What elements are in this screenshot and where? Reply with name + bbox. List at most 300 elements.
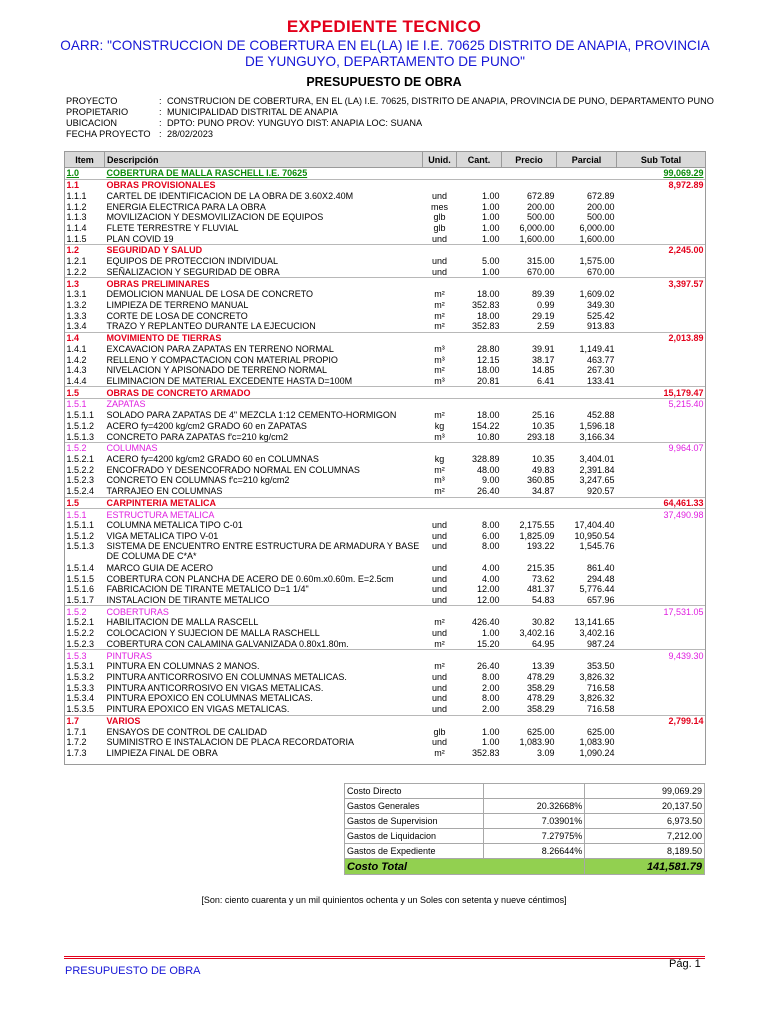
item-partial: 13,141.65	[574, 617, 615, 628]
item-unit: und	[431, 266, 448, 277]
item-price: 0.99	[536, 299, 555, 310]
item-subtotal	[617, 682, 706, 693]
item-quantity: 328.89	[471, 454, 500, 465]
item-code: 1.5.1.6	[66, 584, 95, 595]
item-code: 1.5.1.2	[66, 531, 95, 542]
item-partial: 1,575.00	[579, 256, 615, 267]
column-header-unit: Unid.	[423, 152, 457, 168]
item-description: PINTURA ANTICORROSIVO EN COLUMNAS METALICAS.	[106, 671, 347, 682]
item-subtotal	[617, 256, 706, 267]
item-description: PINTURA ANTICORROSIVO EN VIGAS METALICAS.	[106, 682, 324, 693]
item-unit	[423, 168, 457, 180]
item-price: 34.87	[531, 486, 555, 497]
item-description: CARTEL DE IDENTIFICACION DE LA OBRA DE 3.60X2.40M	[106, 190, 354, 201]
item-unit	[423, 278, 457, 289]
item-quantity: 1.00	[481, 233, 500, 244]
item-description: ENCOFRADO Y DESENCOFRADO NORMAL EN COLUMNAS	[106, 464, 360, 475]
item-description: VIGA METALICA TIPO V-01	[106, 531, 219, 542]
item-quantity: 5.00	[481, 256, 500, 267]
item-code: 1.4.3	[66, 365, 87, 376]
item-unit: mes	[430, 201, 448, 212]
summary-label: Gastos de Liquidacion	[345, 829, 484, 844]
table-group-row	[65, 442, 706, 453]
table-row	[65, 704, 706, 715]
item-quantity: 18.00	[476, 410, 500, 421]
table-group-row	[65, 509, 706, 520]
item-partial	[557, 497, 617, 509]
item-quantity	[457, 606, 502, 617]
table-row	[65, 321, 706, 332]
item-quantity: 8.00	[481, 520, 500, 531]
item-quantity: 10.80	[476, 431, 500, 442]
section-title: PRESUPUESTO DE OBRA	[306, 75, 462, 89]
item-code: 1.5.2	[65, 606, 105, 617]
item-quantity	[457, 168, 502, 180]
table-row	[65, 431, 706, 442]
item-price: 6.41	[536, 376, 555, 387]
item-subtotal	[617, 233, 706, 244]
table-row	[65, 300, 706, 311]
item-subtotal	[617, 266, 706, 277]
item-subtotal: 99,069.29	[617, 168, 706, 180]
item-description: SEÑALIZACION Y SEGURIDAD DE OBRA	[106, 266, 280, 277]
item-description: SEGURIDAD Y SALUD	[105, 245, 423, 256]
item-price	[502, 278, 557, 289]
item-subtotal	[617, 376, 706, 387]
item-subtotal: 9,439.30	[617, 650, 706, 661]
item-subtotal: 64,461.33	[617, 497, 706, 509]
item-unit	[423, 606, 457, 617]
item-code: 1.5.3.5	[66, 704, 95, 715]
item-quantity: 12.00	[476, 584, 500, 595]
item-code: 1.2	[65, 245, 105, 256]
item-subtotal	[617, 321, 706, 332]
item-description: CORTE DE LOSA DE CONCRETO	[106, 310, 248, 321]
item-subtotal	[617, 628, 706, 639]
item-partial: 3,826.32	[579, 671, 615, 682]
item-subtotal: 37,490.98	[617, 509, 706, 520]
item-partial: 133.41	[586, 376, 615, 387]
item-unit	[423, 245, 457, 256]
table-row	[65, 354, 706, 365]
table-row	[65, 595, 706, 606]
item-subtotal	[617, 344, 706, 355]
item-unit: und	[431, 562, 448, 573]
item-partial: 349.30	[586, 299, 615, 310]
item-description: PLAN COVID 19	[106, 233, 174, 244]
table-group-row	[65, 650, 706, 661]
item-unit: m²	[434, 310, 445, 321]
item-subtotal	[617, 693, 706, 704]
item-price	[502, 168, 557, 180]
item-partial: 657.96	[586, 594, 615, 605]
cost-summary-table	[344, 783, 705, 875]
item-quantity: 12.00	[476, 594, 500, 605]
item-subtotal	[617, 573, 706, 584]
meta-value: CONSTRUCION DE COBERTURA, EN EL (LA) I.E. 70625, DISTRITO DE ANAPIA, PROVINCIA DE PUNO, DEPARTAMENTO PUNO	[167, 96, 714, 106]
table-row	[65, 486, 706, 497]
table-row	[65, 410, 706, 421]
column-header-partial: Parcial	[557, 152, 617, 168]
item-description: SUMINISTRO E INSTALACION DE PLACA RECORDATORIA	[106, 737, 355, 748]
item-code: 1.5.2.2	[66, 628, 95, 639]
total-amount: 141,581.79	[585, 859, 705, 875]
item-quantity: 1.00	[481, 212, 500, 223]
table-row	[65, 376, 706, 387]
item-quantity	[457, 442, 502, 453]
summary-amount: 7,212.00	[585, 829, 705, 844]
item-subtotal	[617, 354, 706, 365]
table-row	[65, 289, 706, 300]
item-description: VARIOS	[105, 715, 423, 726]
table-row	[65, 256, 706, 267]
item-unit: und	[431, 682, 448, 693]
item-code: 1.5.1.5	[66, 573, 95, 584]
item-unit: glb	[433, 212, 446, 223]
table-group-row	[65, 168, 706, 180]
item-partial: 294.48	[586, 573, 615, 584]
item-quantity: 8.00	[481, 693, 500, 704]
project-subtitle: OARR: "CONSTRUCCION DE COBERTURA EN EL(LA) IE I.E. 70625 DISTRITO DE ANAPIA, PROVINCIA DE YUNGUYO, DEPARTAMENTO DE PUNO"	[60, 38, 710, 69]
item-price: 672.89	[526, 190, 555, 201]
item-subtotal	[617, 520, 706, 531]
table-row	[65, 748, 706, 759]
item-price	[502, 606, 557, 617]
meta-colon: :	[159, 129, 162, 139]
meta-value: DPTO: PUNO PROV: YUNGUYO DIST: ANAPIA LOC: SUANA	[167, 118, 423, 128]
summary-percent: 8.26644%	[483, 844, 585, 859]
item-price	[502, 442, 557, 453]
item-partial: 3,826.32	[579, 693, 615, 704]
item-subtotal	[617, 541, 706, 562]
item-subtotal: 15,179.47	[617, 387, 706, 399]
meta-key: UBICACION	[66, 118, 118, 128]
item-partial: 716.58	[586, 682, 615, 693]
item-price: 38.17	[531, 354, 555, 365]
item-unit: und	[431, 573, 448, 584]
item-unit: und	[431, 190, 448, 201]
item-subtotal	[617, 638, 706, 649]
summary-label: Costo Directo	[345, 784, 484, 799]
item-subtotal	[617, 310, 706, 321]
table-row	[65, 266, 706, 277]
item-quantity: 26.40	[476, 661, 500, 672]
item-code: 1.5.1	[65, 399, 105, 410]
item-unit: m²	[434, 365, 445, 376]
item-code: 1.0	[65, 168, 105, 180]
item-subtotal	[617, 365, 706, 376]
item-code: 1.5.1.7	[66, 594, 95, 605]
item-subtotal	[617, 617, 706, 628]
item-subtotal	[617, 584, 706, 595]
item-price: 10.35	[531, 420, 555, 431]
total-label: Costo Total	[345, 859, 585, 875]
amount-in-words: [Son: ciento cuarenta y un mil quinientos ochenta y un Soles con setenta y nueve céntimos]	[201, 895, 567, 905]
item-quantity: 26.40	[476, 486, 500, 497]
item-description: ESTRUCTURA METALICA	[105, 509, 423, 520]
item-description: LIMPIEZA FINAL DE OBRA	[106, 748, 218, 759]
item-partial: 353.50	[586, 661, 615, 672]
item-code: 1.5.2.3	[66, 475, 95, 486]
item-partial	[557, 332, 617, 343]
item-unit	[423, 399, 457, 410]
item-price	[502, 650, 557, 661]
column-header-quantity: Cant.	[457, 152, 502, 168]
item-price	[502, 715, 557, 726]
item-unit: m³	[434, 354, 445, 365]
item-partial: 987.24	[586, 638, 615, 649]
footer-section-label: PRESUPUESTO DE OBRA	[65, 965, 201, 977]
table-row	[65, 562, 706, 573]
meta-key: PROYECTO	[66, 96, 118, 106]
item-partial	[557, 399, 617, 410]
column-header-item: Item	[65, 152, 105, 168]
item-quantity: 1.00	[481, 726, 500, 737]
item-price: 481.37	[526, 584, 555, 595]
item-code: 1.5.1.1	[66, 410, 95, 421]
item-description: SISTEMA DE ENCUENTRO ENTRE ESTRUCTURA DE ARMADURA Y BASE DE COLUMA DE C*A*	[106, 541, 420, 562]
item-code: 1.3.1	[66, 289, 87, 300]
item-unit: m²	[434, 638, 445, 649]
item-code: 1.1.1	[66, 190, 87, 201]
item-code: 1.5.1.3	[66, 541, 95, 552]
summary-label: Gastos Generales	[345, 799, 484, 814]
item-description: PINTURAS	[105, 650, 423, 661]
item-quantity: 2.00	[481, 682, 500, 693]
item-description: ELIMINACION DE MATERIAL EXCEDENTE HASTA D=100M	[106, 376, 353, 387]
item-unit: und	[431, 594, 448, 605]
item-subtotal	[617, 486, 706, 497]
item-unit: und	[431, 520, 448, 531]
item-description: CARPINTERIA METALICA	[105, 497, 423, 509]
meta-row-owner	[66, 107, 716, 118]
item-price: 25.16	[531, 410, 555, 421]
item-unit	[423, 387, 457, 399]
item-code: 1.3	[65, 278, 105, 289]
item-code: 1.3.3	[66, 310, 87, 321]
item-unit	[423, 179, 457, 190]
item-quantity	[457, 509, 502, 520]
item-partial: 6,000.00	[579, 222, 615, 233]
item-price: 3,402.16	[519, 628, 555, 639]
item-unit: und	[431, 233, 448, 244]
item-unit: und	[431, 704, 448, 715]
item-quantity: 15.20	[476, 638, 500, 649]
table-group-row	[65, 497, 706, 509]
footer-divider	[64, 956, 705, 957]
item-price: 30.82	[531, 617, 555, 628]
item-description: PINTURA EPOXICO EN COLUMNAS METALICAS.	[106, 693, 313, 704]
meta-key: FECHA PROYECTO	[66, 129, 151, 139]
item-partial: 1,609.02	[579, 289, 615, 300]
table-row	[65, 520, 706, 531]
item-quantity	[457, 399, 502, 410]
project-meta	[66, 96, 716, 140]
item-code: 1.5.1.3	[66, 431, 95, 442]
summary-row	[345, 784, 705, 799]
item-subtotal	[617, 748, 706, 759]
table-group-row	[65, 332, 706, 343]
item-price	[502, 179, 557, 190]
item-price: 54.83	[531, 594, 555, 605]
item-partial	[557, 168, 617, 180]
item-subtotal	[617, 531, 706, 542]
item-partial: 2,391.84	[579, 464, 615, 475]
item-price	[502, 399, 557, 410]
item-partial: 525.42	[586, 310, 615, 321]
item-code: 1.3.2	[66, 299, 87, 310]
item-description: SOLADO PARA ZAPATAS DE 4" MEZCLA 1:12 CEMENTO-HORMIGON	[106, 410, 397, 421]
item-unit: m²	[434, 410, 445, 421]
item-quantity: 48.00	[476, 464, 500, 475]
item-quantity: 1.00	[481, 222, 500, 233]
table-row	[65, 693, 706, 704]
item-subtotal	[617, 431, 706, 442]
item-quantity: 154.22	[471, 420, 500, 431]
item-unit: m³	[434, 343, 445, 354]
item-subtotal	[617, 289, 706, 300]
item-code: 1.5.3.4	[66, 693, 95, 704]
item-code: 1.4.2	[66, 354, 87, 365]
item-subtotal: 2,245.00	[617, 245, 706, 256]
item-price: 2,175.55	[519, 520, 555, 531]
item-price: 2.59	[536, 321, 555, 332]
item-subtotal: 2,013.89	[617, 332, 706, 343]
item-quantity	[457, 332, 502, 343]
item-unit: glb	[433, 222, 446, 233]
summary-amount: 20,137.50	[585, 799, 705, 814]
item-code: 1.5.2.2	[66, 464, 95, 475]
item-price: 89.39	[531, 289, 555, 300]
item-description: COLOCACION Y SUJECION DE MALLA RASCHELL	[106, 628, 320, 639]
item-quantity	[457, 387, 502, 399]
item-code: 1.5.2.1	[66, 454, 95, 465]
item-partial: 200.00	[586, 201, 615, 212]
page-number: Pág. 1	[669, 958, 701, 970]
item-partial: 1,149.41	[579, 343, 615, 354]
item-unit: m²	[434, 748, 445, 759]
item-quantity: 352.83	[471, 321, 500, 332]
item-partial: 5,776.44	[579, 584, 615, 595]
item-unit: und	[431, 693, 448, 704]
item-partial: 1,600.00	[579, 233, 615, 244]
table-row	[65, 541, 706, 562]
item-price: 39.91	[531, 343, 555, 354]
meta-row-project	[66, 96, 716, 107]
item-partial: 17,404.40	[574, 520, 615, 531]
item-quantity: 8.00	[481, 541, 500, 552]
item-subtotal	[617, 201, 706, 212]
item-description: NIVELACION Y APISONADO DE TERRENO NORMAL	[106, 365, 328, 376]
item-description: DEMOLICION MANUAL DE LOSA DE CONCRETO	[106, 289, 314, 300]
meta-colon: :	[159, 96, 162, 106]
summary-percent	[483, 784, 585, 799]
item-code: 1.1.5	[66, 233, 87, 244]
item-subtotal	[617, 300, 706, 311]
item-description: ACERO fy=4200 kg/cm2 GRADO 60 en ZAPATAS	[106, 420, 307, 431]
item-partial: 10,950.54	[574, 531, 615, 542]
item-subtotal: 17,531.05	[617, 606, 706, 617]
item-partial: 1,090.24	[579, 748, 615, 759]
item-partial	[557, 442, 617, 453]
item-description: INSTALACION DE TIRANTE METALICO	[106, 594, 270, 605]
item-subtotal	[617, 421, 706, 432]
item-description: ACERO fy=4200 kg/cm2 GRADO 60 en COLUMNAS	[106, 454, 319, 465]
table-body	[65, 168, 706, 759]
item-unit	[423, 650, 457, 661]
item-description: ZAPATAS	[105, 399, 423, 410]
item-unit: glb	[433, 726, 446, 737]
column-header-description: Descripción	[105, 152, 423, 168]
table-row	[65, 628, 706, 639]
item-code: 1.1.4	[66, 222, 87, 233]
item-subtotal	[617, 475, 706, 486]
item-description: ENSAYOS DE CONTROL DE CALIDAD	[106, 726, 268, 737]
item-code: 1.5.3.1	[66, 661, 95, 672]
item-quantity: 18.00	[476, 365, 500, 376]
item-code: 1.5.2	[65, 442, 105, 453]
item-partial: 670.00	[586, 266, 615, 277]
item-code: 1.1.3	[66, 212, 87, 223]
item-subtotal: 8,972.89	[617, 179, 706, 190]
meta-colon: :	[159, 118, 162, 128]
item-description: LIMPIEZA DE TERRENO MANUAL	[106, 299, 249, 310]
table-row	[65, 344, 706, 355]
table-group-row	[65, 399, 706, 410]
item-quantity	[457, 650, 502, 661]
item-code: 1.3.4	[66, 321, 87, 332]
item-description: ENERGIA ELECTRICA PARA LA OBRA	[106, 201, 266, 212]
item-unit: m²	[434, 486, 445, 497]
item-code: 1.2.2	[66, 266, 87, 277]
item-code: 1.7	[65, 715, 105, 726]
item-unit: m²	[434, 289, 445, 300]
item-quantity	[457, 179, 502, 190]
meta-key: PROPIETARIO	[66, 107, 129, 117]
item-partial: 3,402.16	[579, 628, 615, 639]
item-price: 193.22	[526, 541, 555, 552]
item-code: 1.5	[65, 387, 105, 399]
item-price: 500.00	[526, 212, 555, 223]
item-subtotal	[617, 737, 706, 748]
table-row	[65, 464, 706, 475]
item-subtotal: 2,799.14	[617, 715, 706, 726]
item-quantity: 6.00	[481, 531, 500, 542]
table-row	[65, 737, 706, 748]
table-row	[65, 672, 706, 683]
summary-label: Gastos de Expediente	[345, 844, 484, 859]
item-quantity	[457, 715, 502, 726]
item-partial	[557, 387, 617, 399]
item-price: 1,083.90	[519, 737, 555, 748]
item-price: 14.85	[531, 365, 555, 376]
table-row	[65, 454, 706, 465]
item-description: COLUMNA METALICA TIPO C-01	[106, 520, 243, 531]
summary-row	[345, 799, 705, 814]
item-unit: und	[431, 628, 448, 639]
budget-table	[64, 151, 706, 758]
table-row	[65, 726, 706, 737]
item-subtotal	[617, 454, 706, 465]
document-title: EXPEDIENTE TECNICO	[286, 17, 482, 36]
item-code: 1.5	[65, 497, 105, 509]
item-partial: 452.88	[586, 410, 615, 421]
item-partial: 1,545.76	[579, 541, 615, 552]
table-row	[65, 475, 706, 486]
item-unit: m³	[434, 475, 445, 486]
table-row	[65, 310, 706, 321]
item-price: 64.95	[531, 638, 555, 649]
